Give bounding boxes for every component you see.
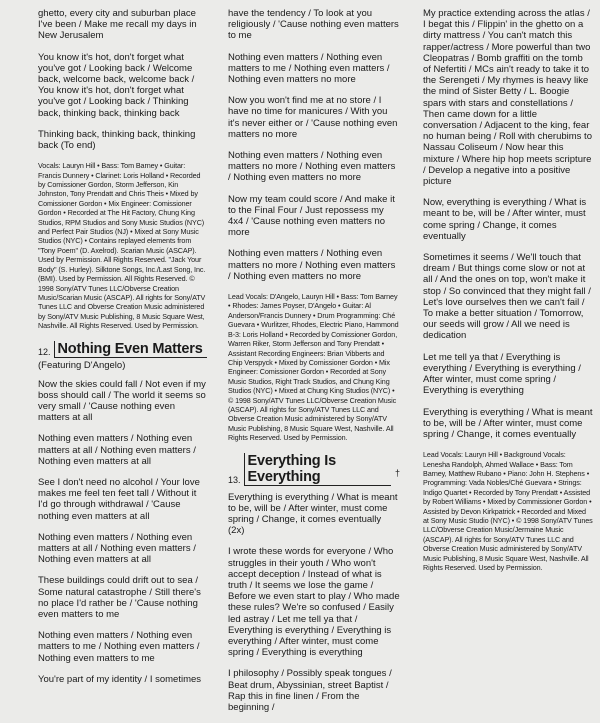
lyric-paragraph: Nothing even matters / Nothing even matters to me / Nothing even matters / Nothing even matters no more [228,51,390,86]
lyric-paragraph: You know it's hot, don't forget what you've got / Looking back / Welcome back, welcome back, welcome back / You know it's hot, don't forget what you've got / Looking back / Thinking back, thinking back, thinking back [38,51,195,119]
lyric-paragraph: You're part of my identity / I sometimes [38,673,202,685]
lyric-paragraph: Sometimes it seems / We'll touch that dream / But things come slow or not at all / And the ones on top, won't make it stop / So convinced that they might fall / Let's love ourselves then we can't fail / To make a better situation / Tomorrow, our seeds will grow / All we need is dedication [423,252,591,342]
lyric-paragraph: have the tendency / To look at you religiously / 'Cause nothing even matters to me [228,8,399,42]
dagger-mark: † [394,467,400,478]
lyric-paragraph: I wrote these words for everyone / Who struggles in their youth / Who won't accept deception / Instead of what is truth / It seems we lose the game / Before we even start to play / Who made these rules? We're so confused / Easily led astray / Let me tell ya that / Everything is everything / Everything is everything / After winter, must come spring / Everything is everything [228,546,400,659]
lyric-paragraph: My practice extending across the atlas / I begat this / Flippin' in the ghetto on a dirty mattress / You can't match this rapper/actress / More powerful than two Cleopatras / Bomb graffiti on the tomb of Nefertiti / MCs ain't ready to take it to the Serengeti / My rhymes is heavy like the mind of Sister Betty / L. Boogie spars with stars and constellations / Then came down for a little conversation / Adjacent to the king, fear no human being / Roll with cherubims to Nassau Coliseum / Now hear this mixture / Where hip hop meets scripture / Develop a negative into a positive picture [423,8,592,188]
lyric-paragraph: Now my team could score / And make it to the Final Four / Just repossess my 4x4 / 'Cause nothing even matters no more [228,193,395,239]
lyric-paragraph: Everything is everything / What is meant to be, will be / After winter, must come spring / Change, it comes eventually (2x) [228,491,398,537]
lyric-paragraph: These buildings could drift out to sea / Some natural catastrophe / Still there's no place I'd rather be / 'Cause nothing even matters to me [38,575,201,620]
lyric-paragraph: Let me tell ya that / Everything is everything / Everything is everything / After winter, must come spring / Everything is everything [423,351,581,397]
song-credits: Lead Vocals: Lauryn Hill • Background Vocals: Lenesha Randolph, Ahmed Wallace • Bass: Tom Barney, Matthew Rubano • Piano: John H. Stephens • Programming: Vada Nobles/Ché Guevara • Strings: Indigo Quartet • Recorded by Tony Prendatt • Assisted by Robert Williams • Mixed by Commissioner Gordon • Assisted by Devon Kirkpatrick • Recorded and Mixed at Sony Music Studio (NYC) • © 1998 Sony/ATV Tunes LLC/Obverse Creation Music/Jermaine Music (ASCAP). All rights for Sony/ATV Tunes LLC and Obverse Creation Music administered by Sony/ATV Music Publishing, 8 Music Square West, Nashville. All Rights Reserved. Used by Permission. [423,450,593,572]
lyric-paragraph: ghetto, every city and suburban place I've been / Make me recall my days in New Jerusalem [38,8,197,42]
column-right [423,8,593,582]
lyric-paragraph: See I don't need no alcohol / Your love makes me feel ten feet tall / Without it I'd go through withdrawal / 'Cause nothing even matters at all [38,476,200,522]
track-number: 12. [38,346,51,357]
lyric-paragraph: Thinking back, thinking back, thinking back (To end) [38,128,196,152]
song-heading [38,341,208,358]
featuring-note: (Featuring D'Angelo) [38,359,126,371]
song-title: Nothing Even Matters [54,341,207,358]
song-credits: Vocals: Lauryn Hill • Bass: Tom Barney • Guitar: Francis Dunnery • Clarinet: Loris Holland • Recorded by Comissioner Gordon, Storm Jefferson, Kin Johnston, Tony Prendatt and Chris Theis • Mixed by Comissioner Gordon • Mix Engineer: Comissioner Gordon • Recorded at The Hit Factory, Chung King Studios, RPM Studios and Sony Music Studios (NYC) and Perfect Pair Studios (NJ) • Mixed at Sony Music Studios (NYC) • Contains replayed elements from "Tony Poem" (D. Axelrod). Scarian Music (ASCAP). Used by Permission. All Rights Reserved. "Jack Your Body" (S. Hurley). Silktone Songs, Inc./Last Song, Inc. (BMI). Used by Permission. All Rights Reserved. © 1998 Sony/ATV Tunes LLC/Obverse Creation Music/Scarian Music (ASCAP). All rights for Sony/ATV Tunes LLC and Obverse Creation Music administered by Sony/ATV Music Publishing, 8 Music Square West, Nashville. All Rights Reserved. Used by Permission. [38,161,206,331]
track-number: 13. [228,474,241,485]
lyric-paragraph: Now, everything is everything / What is meant to be, will be / After winter, must come spring / Change, it comes eventually [423,197,587,242]
lyric-paragraph: Everything is everything / What is meant to be, will be / After winter, must come spring / Change, it comes eventually [423,406,593,440]
lyric-paragraph: Now you won't find me at no store / I have no time for manicures / With you it's never either or / 'Cause nothing even matters no more [228,95,398,140]
lyric-paragraph: Nothing even matters / Nothing even matters to me / Nothing even matters / Nothing even matters to me [38,630,200,664]
song-credits: Lead Vocals: D'Angelo, Lauryn Hill • Bass: Tom Barney • Rhodes: James Poyser, D'Angelo • Guitar: Al Anderson/Francis Dunnery • Drum Programming: Ché Guevara • Wurlitzer, Rhodes, Electric Piano, Hammond B-3: Loris Holland • Recorded by Comissioner Gordon, Warren Riker, Storm Jefferson and Tony Prendatt • Assistant Recording Engineers: Brian Vibberts and Chip Verspyck • Mixed by Comissioner Gordon • Mix Engineer: Comissioner Gordon • Recorded at Sony Music Studios, Right Track Studios, and Chung King Studios (NYC) • Mixed at Chung King Studios (NYC) • © 1998 Sony/ATV Tunes LLC/Obverse Creation Music (ASCAP). All rights for Sony/ATV Tunes LLC and Obverse Creation Music administered by Sony/ATV Music Publishing, 8 Music Square West, Nashville. All Rights Reserved. Used by Permission. [228,292,399,443]
lyric-paragraph: Nothing even matters / Nothing even matters no more / Nothing even matters / Nothing even matters no more [228,150,396,184]
lyric-paragraph: I philosophy / Possibly speak tongues / Beat drum, Abyssinian, street Baptist / Rap this in fine linen / From the beginning / [228,668,392,714]
column-left [38,8,208,695]
lyric-paragraph: Nothing even matters / Nothing even matters no more / Nothing even matters / Nothing even matters no more [228,248,396,282]
column-middle [228,8,400,723]
lyric-paragraph: Nothing even matters / Nothing even matters at all / Nothing even matters / Nothing even matters at all [38,531,196,566]
lyric-paragraph: Nothing even matters / Nothing even matters at all / Nothing even matters / Nothing even matters at all [38,433,196,467]
song-title: Everything Is Everything [244,453,391,486]
lyric-paragraph: Now the skies could fall / Not even if my boss should call / The world it seems so very small / 'Cause nothing even matters at all [38,378,206,424]
song-heading [228,453,400,486]
